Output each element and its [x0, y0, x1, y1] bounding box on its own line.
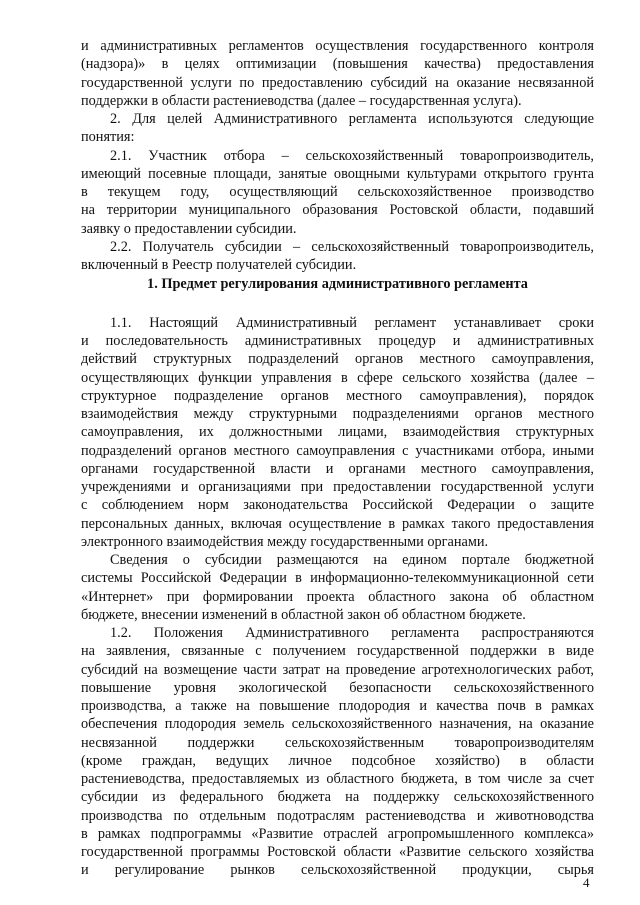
text-line: на территории муниципального образования Ростовской области, подавший [81, 202, 594, 218]
text-line: подразделений органов местного самоуправления с участниками отбора, иными [81, 443, 594, 459]
text-line: государственной программы Ростовской области «Развитие сельского хозяйства [81, 844, 594, 860]
text-line: в рамках подпрограммы «Развитие отраслей агропромышленного комплекса» [81, 826, 594, 842]
text-line: поддержки в области растениеводства (далее – государственная услуга). [81, 93, 522, 109]
text-line: 1.2. Положения Административного регламента распространяются [110, 625, 594, 641]
text-line: действий структурных подразделений органов местного самоуправления, [81, 351, 594, 367]
text-line: 2.1. Участник отбора – сельскохозяйственный товаропроизводитель, [110, 148, 594, 164]
text-line: и регулирование рынков сельскохозяйственной продукции, сырья [81, 862, 594, 878]
text-line: повышение уровня экологической безопасности сельскохозяйственного [81, 680, 594, 696]
text-line: обеспечения плодородия земель сельскохозяйственного назначения, на оказание [81, 716, 594, 732]
text-line: заявку о предоставлении субсидии. [81, 221, 297, 237]
text-line: производства, а также на повышение плодородия и качества почв в рамках [81, 698, 594, 714]
text-line: системы Российской Федерации в информационно-телекоммуникационной сети [81, 570, 594, 586]
text-line: (кроме граждан, ведущих личное подсобное хозяйство) в области [81, 753, 594, 769]
text-line: органами государственной власти и органами местного самоуправления, [81, 461, 594, 477]
text-line: «Интернет» при формировании проекта областного закона об областном [81, 589, 594, 605]
text-line: растениеводства, предоставляемых из областного бюджета, в том числе за счет [81, 771, 594, 787]
text-line: осуществляющих функции управления в сфере сельского хозяйства (далее – [81, 370, 594, 386]
text-line: государственной услуги по предоставлению субсидий на оказание несвязанной [81, 75, 594, 91]
text-line: и административных регламентов осуществления государственного контроля [81, 38, 594, 54]
text-line: понятия: [81, 129, 135, 145]
page-number: 4 [583, 875, 590, 890]
text-line: электронного взаимодействия между государственными органами. [81, 534, 489, 550]
text-line: самоуправления, их должностными лицами, взаимодействия структурных [81, 424, 594, 440]
text-line: структурное подразделение органов местного самоуправления), порядок [81, 388, 594, 404]
text-line: субсидии из федерального бюджета на поддержку сельскохозяйственного [81, 789, 594, 805]
text-line: учреждениями и организациями при предоставлении государственной услуги [81, 479, 594, 495]
text-line: включенный в Реестр получателей субсидии. [81, 257, 357, 273]
text-line: в текущем году, осуществляющий сельскохозяйственное производство [81, 184, 594, 200]
text-line: на заявления, связанные с получением государственной поддержки в виде [81, 643, 594, 659]
text-line: с соблюдением норм законодательства Российской Федерации о защите [81, 497, 594, 513]
text-line: субсидий на возмещение части затрат на проведение агротехнологических работ, [81, 662, 594, 678]
text-line: персональных данных, включая осуществление в рамках такого предоставления [81, 516, 594, 532]
text-line: несвязанной поддержки сельскохозяйственным товаропроизводителям [81, 735, 594, 751]
text-line: 1.1. Настоящий Административный регламент устанавливает сроки [110, 315, 594, 331]
text-line: 2.2. Получатель субсидии – сельскохозяйственный товаропроизводитель, [110, 239, 594, 255]
text-line: Сведения о субсидии размещаются на едином портале бюджетной [110, 552, 594, 568]
text-line: производства по отдельным подотраслям растениеводства и животноводства [81, 808, 594, 824]
section-heading: 1. Предмет регулирования административного регламента [147, 276, 528, 292]
text-line: и последовательность административных процедур и административных [81, 333, 594, 349]
text-line: имеющий посевные площади, занятые овощными культурами открытого грунта [81, 166, 594, 182]
text-line: (надзора)» в целях оптимизации (повышения качества) предоставления [81, 56, 594, 72]
text-line: взаимодействия между структурными подразделениями органов местного [81, 406, 594, 422]
text-line: бюджете, внесении изменений в областной закон об областном бюджете. [81, 607, 526, 623]
text-line: 2. Для целей Административного регламента используются следующие [110, 111, 594, 127]
